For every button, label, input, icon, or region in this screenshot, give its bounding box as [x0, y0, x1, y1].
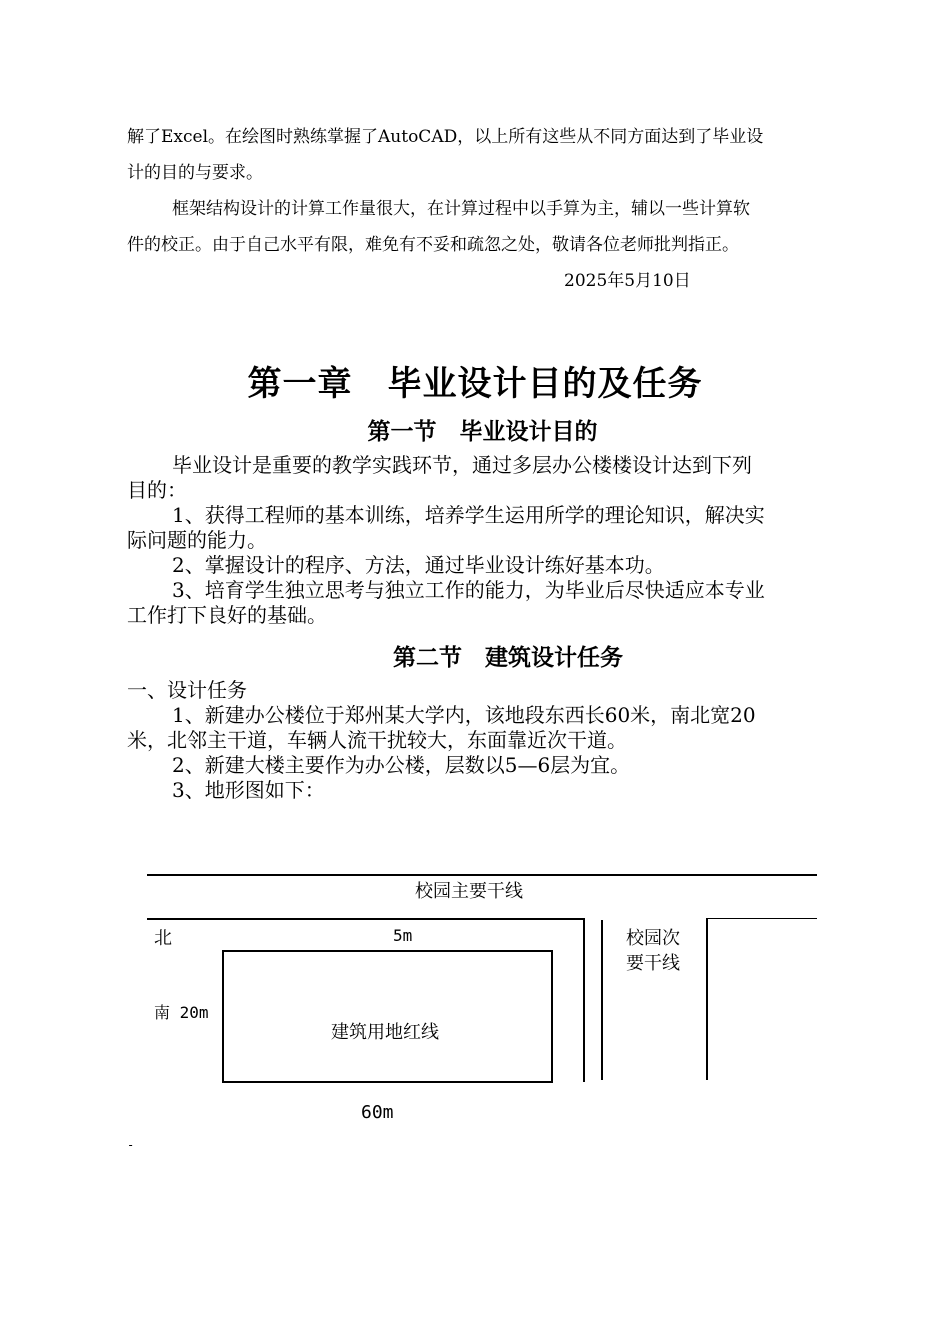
side-road-east-line — [706, 918, 708, 1080]
side-road-top-line — [706, 918, 817, 919]
s1-paragraph-3: 2、掌握设计的程序、方法，通过毕业设计练好基本功。 — [172, 553, 665, 577]
s1-paragraph-2b: 际问题的能力。 — [127, 528, 267, 552]
north-label: 北 — [154, 928, 172, 949]
s1-paragraph-4b: 工作打下良好的基础。 — [127, 603, 327, 627]
intro-line-4: 件的校正。由于自己水平有限，难免有不妥和疏忽之处，敬请各位老师批判指正。 — [127, 235, 739, 255]
s1-paragraph-2a: 1、获得工程师的基本训练，培养学生运用所学的理论知识，解决实 — [172, 503, 765, 527]
s2-paragraph-3: 3、地形图如下： — [172, 778, 325, 802]
north-boundary-line — [147, 918, 585, 920]
intro-date: 2025年5月10日 — [564, 271, 691, 291]
side-road-west-line — [601, 920, 603, 1080]
south-dimension: 南 20m — [154, 1003, 209, 1022]
s2-paragraph-1b: 米，北邻主干道，车辆人流干扰较大，东面靠近次干道。 — [127, 728, 627, 752]
section-1-title: 第一节 毕业设计目的 — [367, 418, 598, 445]
main-road-label: 校园主要干线 — [415, 881, 523, 902]
plot-label: 建筑用地红线 — [331, 1022, 439, 1043]
main-road-line — [147, 874, 817, 876]
chapter-title: 第一章 毕业设计目的及任务 — [247, 364, 703, 404]
intro-line-1: 解了Excel。在绘图时熟练掌握了AutoCAD，以上所有这些从不同方面达到了毕业设 — [127, 127, 764, 147]
building-plot-rectangle — [222, 950, 553, 1083]
footer-mark: - — [127, 1138, 135, 1152]
s1-paragraph-4a: 3、培育学生独立思考与独立工作的能力，为毕业后尽快适应本专业 — [172, 578, 765, 602]
intro-line-3: 框架结构设计的计算工作量很大，在计算过程中以手算为主，辅以一些计算软 — [172, 199, 750, 219]
top-dimension: 5m — [393, 926, 413, 945]
bottom-dimension: 60m — [361, 1102, 394, 1123]
section-2-title: 第二节 建筑设计任务 — [393, 644, 623, 671]
side-road-label-2: 要干线 — [626, 953, 680, 974]
s2-paragraph-2: 2、新建大楼主要作为办公楼，层数以5—6层为宜。 — [172, 753, 631, 777]
east-boundary-line — [583, 918, 585, 1082]
side-road-label-1: 校园次 — [626, 928, 680, 949]
s1-paragraph-1b: 目的： — [127, 478, 187, 502]
intro-line-2: 计的目的与要求。 — [127, 163, 263, 183]
s2-paragraph-1a: 1、新建办公楼位于郑州某大学内，该地段东西长60米，南北宽20 — [172, 703, 756, 727]
s2-heading: 一、设计任务 — [127, 678, 247, 702]
s1-paragraph-1a: 毕业设计是重要的教学实践环节，通过多层办公楼楼设计达到下列 — [172, 453, 752, 477]
